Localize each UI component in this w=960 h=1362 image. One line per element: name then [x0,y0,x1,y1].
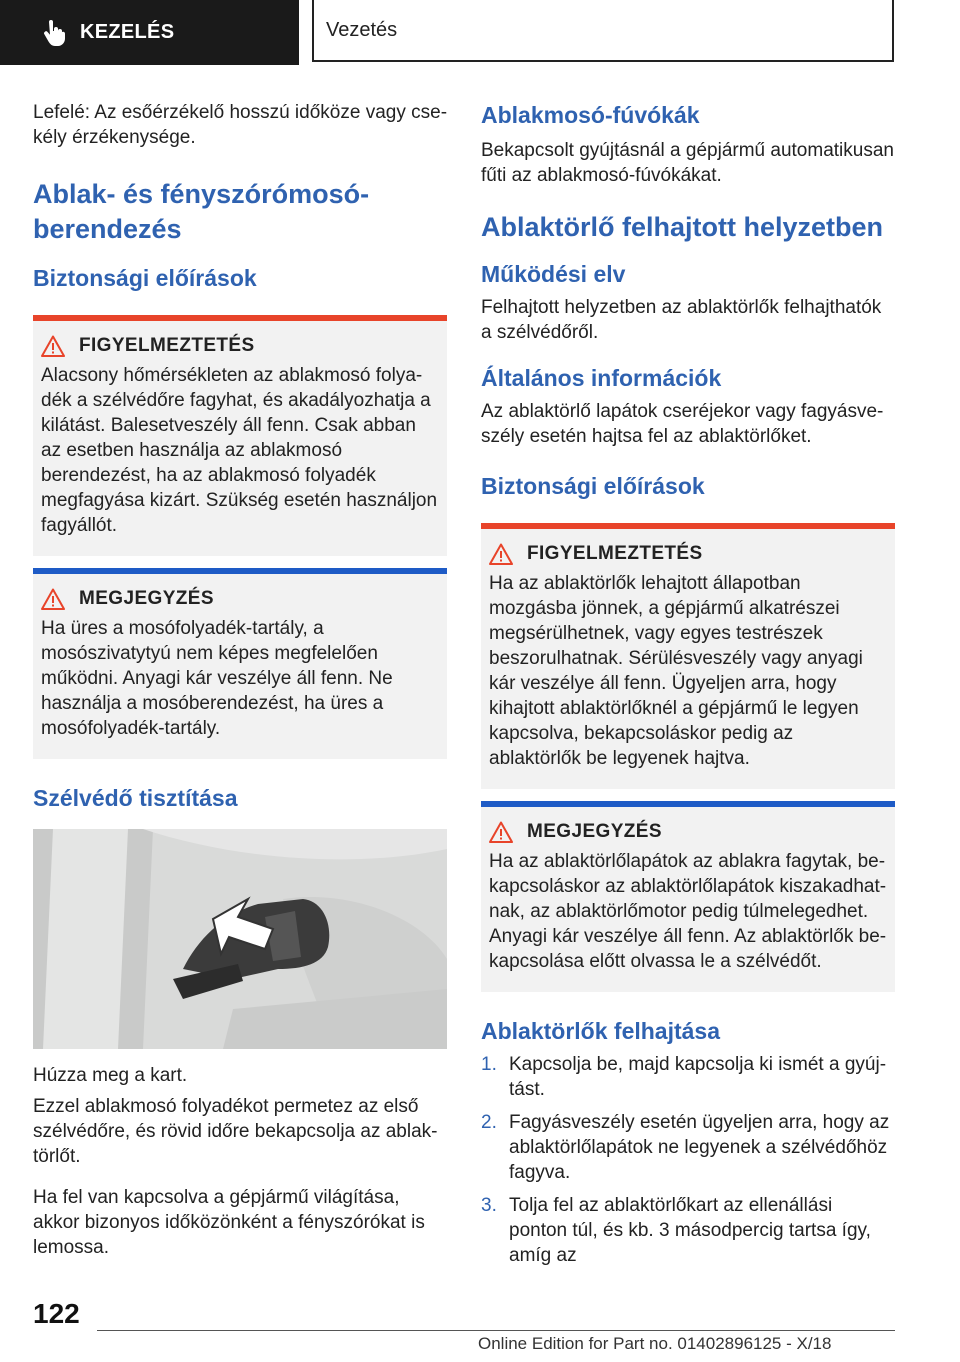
subheading-safety: Biztonsági előírások [33,265,257,291]
paragraph: Ha fel van kapcsolva a gépjármű világítása, akkor bizonyos időközönként a fényszórókat is lemossa. [33,1187,425,1258]
warning-text: Ha az ablaktörlők lehajtott állapotban mozgásba jönnek, a gépjármű alkatrészei megsérülhetnek, vagy egyes testrészek beszorulhatnak. Sérülésveszély vagy anyagi kár veszélye áll fenn. Ügyeljen arra, hogy kihajtott ablaktörlőknél a gépjármű le legyen kapcsolva, bekapcsoláskor pedig az ablaktörlők be legyenek hajtva. [489,573,863,769]
subheading-nozzles: Ablakmosó-fúvókák [481,102,700,128]
subheading-fold: Ablaktörlők felhajtása [481,1018,721,1044]
paragraph: Bekapcsolt gyújtásnál a gépjármű automatikusan fűti az ablakmosó-fúvókákat. [481,140,894,186]
list-item [481,1052,895,1102]
paragraph: Az ablaktörlő lapátok cseréjekor vagy fagyásveszély esetén hajtsa fel az ablaktörlőket. [481,401,884,447]
warning-text: Alacsony hőmérsékleten az ablakmosó folyadék a szélvédőre fagyhat, és akadályozhatja a kilátást. Balesetveszély áll fenn. Csak abban az esetben használja az ablakmosó berendezést, ha az ablakmosó folyadék megfagyása kizárt. Szükség esetén használjon fagyállót. [41,365,438,536]
section-heading-line: Ablak- és fényszórómosó- [33,179,370,209]
page-number: 122 [33,1298,80,1329]
warning-box [33,315,447,556]
paragraph: Felhajtott helyzetben az ablaktörlők felhajthatók a szélvédőről. [481,297,882,343]
section-tab [0,0,299,65]
warning-triangle-icon [489,821,513,843]
subheading-windshield: Szélvédő tisztítása [33,785,238,811]
left-column [33,100,447,1260]
note-title: MEGJEGYZÉS [527,821,662,842]
chapter-label: Vezetés [326,18,398,41]
intro-text: Lefelé: Az esőérzékelő hosszú időköze vagy csekély érzékenysége. [33,102,448,148]
subheading-general: Általános információk [481,365,722,391]
note-text: Ha üres a mosófolyadék-tartály, a mosószivatytyú nem képes megfelelően működni. Anyagi kár veszélye áll fenn. Ne használja a mosóberendezést, ha üres a mosófolyadék-tartály. [41,618,393,739]
paragraph: Ezzel ablakmosó folyadékot permetez az első szélvédőre, és rövid időre bekapcsolja az ablaktörlőt. [33,1096,438,1167]
step-number: 3. [481,1195,497,1216]
step-number: 2. [481,1112,497,1133]
section-label: KEZELÉS [80,21,175,43]
right-column [481,100,895,1276]
warning-box [481,523,895,789]
warning-triangle-icon [41,335,65,357]
steps-list [481,1052,895,1268]
section-heading [33,177,447,247]
wiper-lever-icon [33,829,447,1049]
note-text: Ha az ablaktörlőlapátok az ablakra fagytak, bekapcsoláskor az ablaktörlőlapátok kiszakadhatnak, az ablaktörlőmotor pedig túlmelegedhet. Anyagi kár veszélye áll fenn. Az ablaktörlők bekapcsolása előtt olvassa le a szélvédőt. [489,851,887,972]
footer-divider [97,1330,895,1331]
note-title: MEGJEGYZÉS [79,588,214,609]
step-text: Fagyásveszély esetén ügyeljen arra, hogy az ablaktörlőlapátok ne legyenek a szélvédőhöz fagyva. [509,1112,890,1183]
subheading-safety: Biztonsági előírások [481,473,705,499]
warning-title: FIGYELMEZTETÉS [79,335,255,356]
note-box [481,801,895,992]
edition-text: Online Edition for Part no. 01402896125 - X/18 [478,1334,832,1353]
wiper-lever-illustration [33,829,447,1049]
step-number: 1. [481,1054,497,1075]
chapter-tab [312,0,894,62]
warning-triangle-icon [489,543,513,565]
section-heading-raised: Ablaktörlő felhajtott helyzetben [481,212,884,242]
hand-pointer-icon [42,20,66,46]
list-item [481,1110,895,1185]
note-box [33,568,447,759]
step-text: Kapcsolja be, majd kapcsolja ki ismét a gyújtást. [509,1054,887,1100]
warning-triangle-icon [41,588,65,610]
warning-title: FIGYELMEZTETÉS [527,543,703,564]
list-item [481,1193,895,1268]
subheading-principle: Működési elv [481,261,626,287]
paragraph: Húzza meg a kart. [33,1065,188,1086]
step-text: Tolja fel az ablaktörlőkart az ellenállási ponton túl, és kb. 3 másodpercig tartsa így, amíg az [509,1195,871,1266]
section-heading-line: berendezés [33,214,182,244]
